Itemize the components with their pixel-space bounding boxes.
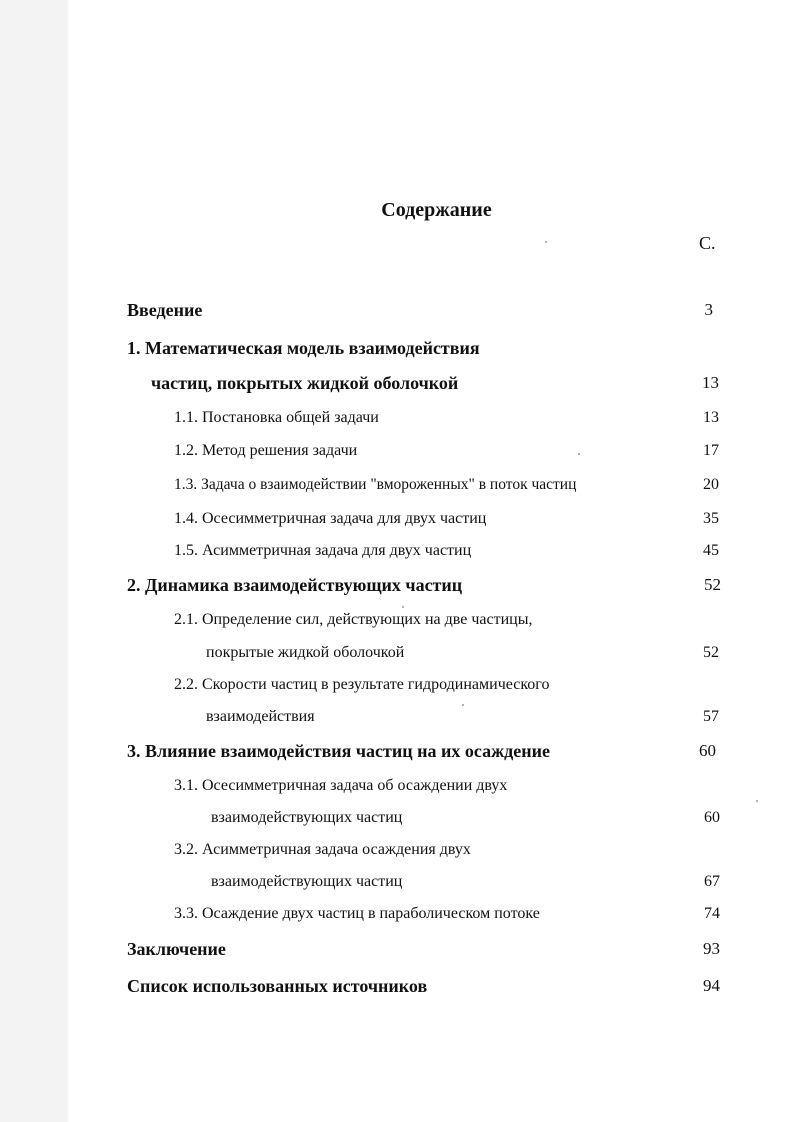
page-title: Содержание	[381, 199, 492, 221]
toc-entry-text: взаимодействующих частиц	[211, 809, 403, 826]
toc-entry	[0, 409, 793, 433]
toc-entry-page: 52	[704, 575, 721, 594]
toc-entry-page: 94	[703, 976, 720, 995]
toc-entry-page: 60	[699, 741, 716, 760]
page-column-label: С.	[699, 233, 716, 253]
scan-speck	[402, 606, 404, 608]
toc-entry	[0, 741, 793, 765]
toc-entry-text: 1.2. Метод решения задачи	[174, 442, 358, 459]
toc-entry-text: 1.3. Задача о взаимодействии "вмороженных" в поток частиц	[174, 476, 577, 493]
toc-entry	[0, 300, 793, 324]
scan-speck	[578, 453, 580, 455]
toc-entry	[0, 611, 793, 635]
toc-entry	[0, 676, 793, 700]
toc-entry	[0, 777, 793, 801]
toc-entry-text: Введение	[127, 300, 203, 320]
scan-speck	[756, 800, 758, 802]
toc-entry	[0, 575, 793, 599]
toc-entry-page: 3	[704, 300, 713, 319]
toc-entry-text: Заключение	[127, 939, 226, 959]
toc-entry-text: 2.1. Определение сил, действующих на две частицы,	[174, 611, 533, 628]
toc-entry	[0, 841, 793, 865]
toc-entry	[0, 644, 793, 668]
toc-entry-page: 20	[703, 476, 719, 493]
toc-entry-page: 35	[703, 510, 719, 527]
toc-entry-text: 1.1. Постановка общей задачи	[174, 409, 379, 426]
toc-entry-page: 74	[704, 905, 720, 922]
toc-entry-page: 52	[703, 644, 719, 661]
toc-entry	[0, 873, 793, 897]
toc-entry	[0, 905, 793, 929]
toc-entry-text: 1.5. Асимметричная задача для двух частиц	[174, 542, 472, 559]
toc-entry-text: 3.2. Асимметричная задача осаждения двух	[174, 841, 471, 858]
toc-entry-text: 2. Динамика взаимодействующих частиц	[127, 575, 463, 595]
toc-entry-text: 3. Влияние взаимодействия частиц на их осаждение	[127, 741, 550, 761]
scan-speck	[545, 241, 547, 243]
toc-entry-text: 2.2. Скорости частиц в результате гидродинамического	[174, 676, 550, 693]
toc-entry-text: взаимодействия	[206, 708, 315, 725]
toc-entry-page: 67	[704, 873, 720, 890]
toc-entry-text: частиц, покрытых жидкой оболочкой	[151, 373, 459, 393]
toc-entry-page: 60	[704, 809, 720, 826]
toc-entry	[0, 976, 793, 1000]
scan-speck	[462, 704, 464, 706]
toc-entry-text: покрытые жидкой оболочкой	[206, 644, 405, 661]
toc-entry-page: 13	[703, 409, 719, 426]
toc-entry-text: взаимодействующих частиц	[211, 873, 403, 890]
toc-entry-text: 3.1. Осесимметричная задача об осаждении двух	[174, 777, 508, 794]
toc-entry	[0, 510, 793, 534]
toc-entry-page: 57	[703, 708, 719, 725]
toc-entry	[0, 542, 793, 566]
toc-entry	[0, 476, 793, 500]
toc-entry-page: 93	[703, 939, 720, 958]
toc-entry-text: 3.3. Осаждение двух частиц в параболическом потоке	[174, 905, 540, 922]
toc-entry-page: 45	[703, 542, 719, 559]
toc-entry	[0, 809, 793, 833]
toc-entry-text: Список использованных источников	[127, 976, 428, 996]
toc-entry	[0, 939, 793, 963]
toc-entry-text: 1.4. Осесимметричная задача для двух частиц	[174, 510, 487, 527]
toc-entry	[0, 373, 793, 397]
toc-entry	[0, 338, 793, 362]
toc-entry	[0, 708, 793, 732]
toc-entry-text: 1. Математическая модель взаимодействия	[127, 338, 480, 358]
toc-entry-page: 17	[703, 442, 719, 459]
toc-entry-page: 13	[702, 373, 719, 392]
toc-entry	[0, 442, 793, 466]
